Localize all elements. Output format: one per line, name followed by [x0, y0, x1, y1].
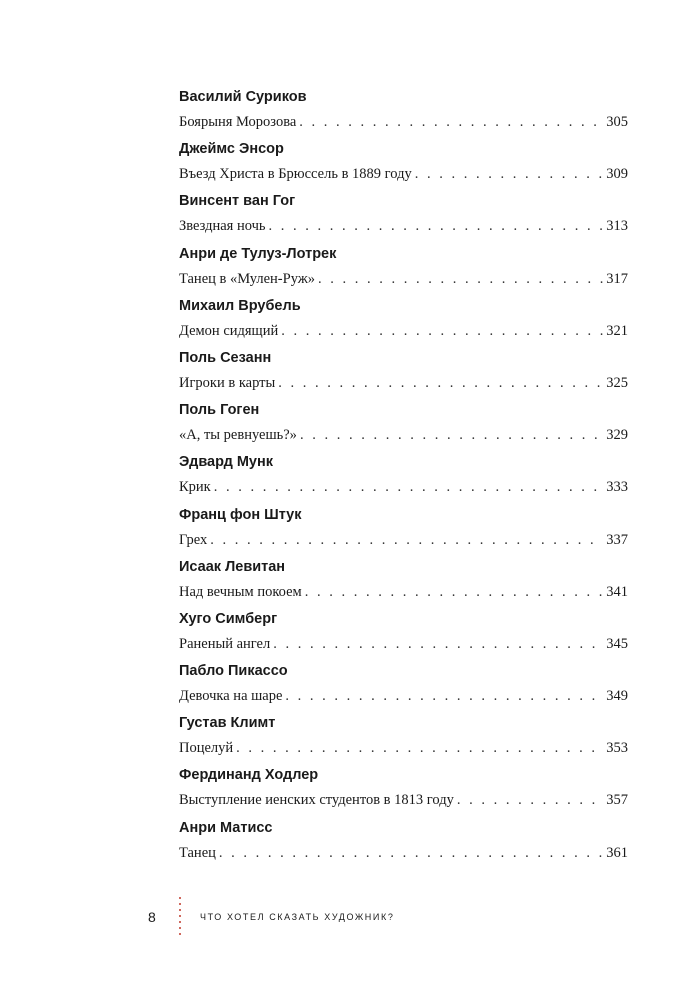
- dot-leader: [415, 162, 604, 186]
- page-number: 305: [606, 114, 628, 130]
- artwork-title: Звездная ночь: [179, 218, 266, 235]
- dot-leader: [273, 632, 603, 656]
- page-number: 353: [606, 740, 628, 757]
- artist-name: Исаак Левитан: [179, 558, 286, 575]
- artist-name: Поль Гоген: [179, 402, 260, 419]
- artwork-title: Выступление иенских студентов в 1813 году: [179, 792, 454, 809]
- toc-line: [179, 319, 628, 343]
- artist-name: Анри Матисс: [179, 819, 273, 836]
- page-number: 337: [606, 531, 628, 548]
- toc-entry: [179, 606, 628, 658]
- toc-line: [179, 214, 628, 238]
- dot-leader: [299, 110, 603, 134]
- page-number: 349: [606, 688, 628, 705]
- toc-line: [179, 788, 628, 812]
- page-number: 357: [606, 792, 628, 809]
- dotted-divider: [178, 897, 182, 939]
- dot-leader: [278, 371, 603, 395]
- toc-line: [179, 371, 628, 395]
- dot-leader: [219, 841, 603, 865]
- toc-entry: [179, 136, 628, 188]
- artwork-title: Крик: [179, 479, 211, 496]
- toc-entry: [179, 815, 628, 867]
- artist-name: Михаил Врубель: [179, 297, 301, 314]
- toc-entry: [179, 84, 628, 136]
- toc-entry: [179, 345, 628, 397]
- dot-leader: [210, 528, 603, 552]
- artwork-title: Танец в «Мулен-Руж»: [179, 270, 316, 287]
- toc-entry: [179, 554, 628, 606]
- dot-leader: [300, 423, 603, 447]
- toc-line: [179, 528, 628, 552]
- dot-leader: [269, 214, 604, 238]
- toc-entry: [179, 658, 628, 710]
- folio-page-number: 8: [148, 909, 156, 925]
- dot-leader: [214, 475, 604, 499]
- artwork-title: Демон сидящий: [179, 322, 279, 339]
- toc-line: [179, 267, 628, 291]
- page-number: 361: [606, 844, 628, 861]
- artwork-title: Въезд Христа в Брюссель в 1889 году: [179, 166, 412, 183]
- table-of-contents: [179, 84, 628, 867]
- dot-leader: [281, 319, 603, 343]
- toc-line: [179, 580, 628, 604]
- artwork-title: Раненый ангел: [179, 635, 271, 652]
- toc-line: [179, 841, 628, 865]
- toc-line: [179, 475, 628, 499]
- artist-name: Хуго Симберг: [179, 610, 278, 627]
- page-number: 317: [606, 270, 628, 287]
- toc-entry: [179, 762, 628, 814]
- page-number: 309: [606, 166, 628, 183]
- dot-leader: [305, 580, 604, 604]
- toc-line: [179, 736, 628, 760]
- page-number: 341: [606, 583, 628, 600]
- toc-entry: [179, 710, 628, 762]
- artist-name: Анри де Тулуз-Лотрек: [179, 245, 337, 262]
- artwork-title: Грех: [179, 531, 208, 548]
- toc-line: [179, 110, 628, 134]
- page-number: 329: [606, 427, 628, 444]
- artist-name: Франц фон Штук: [179, 506, 302, 523]
- artist-name: Фердинанд Ходлер: [179, 767, 319, 784]
- page-number: 325: [606, 374, 628, 391]
- artwork-title: Поцелуй: [179, 740, 234, 757]
- artist-name: Густав Климт: [179, 715, 276, 732]
- toc-line: [179, 162, 628, 186]
- dot-leader: [236, 736, 603, 760]
- dot-leader: [285, 684, 603, 708]
- page-number: 313: [606, 218, 628, 235]
- toc-entry: [179, 397, 628, 449]
- toc-line: [179, 423, 628, 447]
- artist-name: Поль Сезанн: [179, 349, 272, 366]
- artwork-title: Девочка на шаре: [179, 688, 283, 705]
- page-number: 333: [606, 479, 628, 496]
- toc-line: [179, 632, 628, 656]
- artwork-title: Танец: [179, 844, 216, 861]
- toc-entry: [179, 502, 628, 554]
- artist-name: Эдвард Мунк: [179, 454, 274, 471]
- artwork-title: Над вечным покоем: [179, 583, 302, 600]
- artist-name: Василий Суриков: [179, 89, 307, 105]
- running-title: ЧТО ХОТЕЛ СКАЗАТЬ ХУДОЖНИК?: [200, 912, 395, 922]
- artist-name: Винсент ван Гог: [179, 193, 296, 210]
- dot-leader: [457, 788, 603, 812]
- page-number: 321: [606, 322, 628, 339]
- artwork-title: Игроки в карты: [179, 374, 276, 391]
- dot-leader: [318, 267, 603, 291]
- artist-name: Пабло Пикассо: [179, 663, 288, 680]
- toc-entry: [179, 188, 628, 240]
- page-number: 345: [606, 635, 628, 652]
- toc-entry: [179, 449, 628, 501]
- artwork-title: Боярыня Морозова: [179, 114, 297, 130]
- toc-entry: [179, 241, 628, 293]
- artwork-title: «А, ты ревнуешь?»: [179, 427, 297, 444]
- toc-line: [179, 684, 628, 708]
- artist-name: Джеймс Энсор: [179, 141, 284, 158]
- toc-entry: [179, 293, 628, 345]
